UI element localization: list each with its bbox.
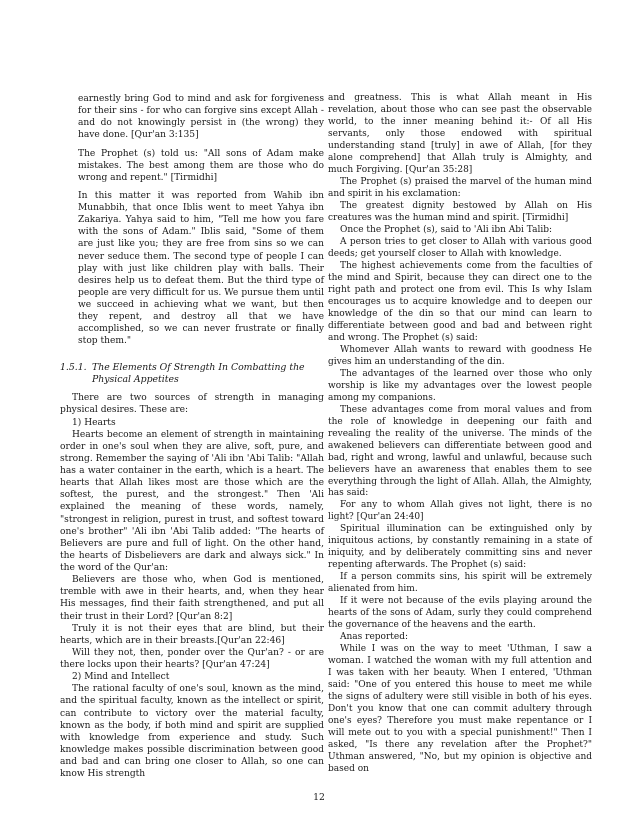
- paragraph: Truly it is not their eyes that are blind, but their hearts, which are in their breasts.[Qur'an 22:46]: [60, 623, 324, 646]
- right-column: [328, 93, 592, 776]
- paragraph: Once the Prophet (s), said to 'Ali ibn Abi Talib:: [340, 224, 552, 235]
- paragraph: These advantages come from moral values and from the role of knowledge in deepening our faith and revealing the reality of the universe. The minds of the awakened believers can differentiate between good and bad, right and wrong, lawful and unlawful, because such believers have an awareness that enables them to see everything through the light of Allah. Allah, the Almighty, has said:: [328, 404, 592, 499]
- paragraph: 2) Mind and Intellect: [72, 672, 170, 683]
- paragraph: Believers are those who, when God is mentioned, tremble with awe in their hearts, and, when they hear His messages, find their faith strengthened, and put all their trust in their Lord? [Qur'an 8:2]: [60, 575, 324, 622]
- page-number: 12: [313, 792, 325, 803]
- paragraph: For any to whom Allah gives not light, there is no light? [Qur'an 24:40]: [328, 500, 592, 523]
- section-heading: [60, 362, 324, 387]
- paragraph: A person tries to get closer to Allah with various good deeds; get yourself closer to Allah with knowledge.: [328, 236, 592, 259]
- paragraph: 1) Hearts: [72, 417, 116, 428]
- paragraph: The rational faculty of one's soul, known as the mind, and the spiritual faculty, known as the intellect or spirit, can contribute to victory over the material faculty, known as the body, if both mind and spirit are supplied with knowledge from experience and study. Such knowledge makes possible discrimination between good and bad and can bring one closer to Allah, so one can know His strength: [60, 684, 324, 780]
- paragraph: Whomever Allah wants to reward with goodness He gives him an understanding of the din.: [328, 344, 592, 367]
- paragraph: Will they not, then, ponder over the Qur'an? - or are there locks upon their hearts? [Qur'an 47:24]: [60, 647, 324, 670]
- paragraph: There are two sources of strength in managing physical desires. These are:: [60, 393, 324, 416]
- paragraph: Spiritual illumination can be extinguished only by iniquitous actions, by constantly remaining in a state of iniquity, and by deliberately committing sins and never repenting afterwards. The Prophet (s) said:: [328, 524, 592, 571]
- paragraph: Hearts become an element of strength in maintaining order in one's soul when they are alive, soft, pure, and strong. Remember the saying of 'Ali ibn 'Abi Talib: "Allah has a water container in the earth, which is a heart. The hearts that Allah likes most are those which are the softest, the purest, and the strongest." Then 'Ali explained the meaning of these words, namely, "strongest in religion, purest in trust, and softest toward one's brother" 'Ali ibn 'Abi Talib added: "The hearts of Believers are pure and full of light. On the other hand, the hearts of Disbelievers are dark and always sick." In the word of the Qur'an:: [60, 429, 324, 573]
- left-column: [60, 93, 324, 780]
- section-number: 1.5.1.: [60, 361, 87, 373]
- paragraph: The advantages of the learned over those who only worship is like my advantages over the lowest people among my companions.: [328, 368, 592, 403]
- paragraph: While I was on the way to meet 'Uthman, I saw a woman. I watched the woman with my full attention and I was taken with her beauty. When I entered, 'Uthman said: "One of you entered this house to meet me while the signs of adultery were still visible in both of his eyes. Don't you know that one can commit adultery through one's eyes? Therefore you must make repentance or I will mete out to you with a special punishment!" Then I asked, "Is there any revelation after the Prophet?" Uthman answered, "No, but my opinion is objective and based on: [328, 644, 592, 775]
- paragraph: The Prophet (s) praised the marvel of the human mind and spirit in his exclamation:: [328, 176, 592, 199]
- section-title: The Elements Of Strength In Combatting the Physical Appetites: [92, 361, 305, 385]
- block-quote: [78, 93, 324, 348]
- quote-paragraph: earnestly bring God to mind and ask for forgiveness for their sins - for who can forgive sins except Allah - and do not knowingly persist in (the wrong) they have done. [Qur'an 3:135]: [78, 94, 324, 141]
- paragraph: If a person commits sins, his spirit will be extremely alienated from him.: [328, 572, 592, 595]
- paragraph: If it were not because of the evils playing around the hearts of the sons of Adam, surly they could comprehend the governance of the heavens and the earth.: [328, 596, 592, 631]
- paragraph: Anas reported:: [340, 632, 408, 643]
- quote-paragraph: In this matter it was reported from Wahib ibn Munabbih, that once Iblis went to meet Yahya ibn Zakariya. Yahya said to him, "Tell me how you fare with the sons of Adam." Iblis said, "Some of them are just like you; they are free from sins so we can never seduce them. The second type of people I can play with just like children play with balls. Their desires help us to defeat them. But the third type of people are very difficult for us. We pursue them until we succeed in achieving what we want, but then they repent, and destroy all that we have accomplished, so we can never frustrate or finally stop them.": [78, 190, 324, 347]
- paragraph: The greatest dignity bestowed by Allah on His creatures was the human mind and spirit. [Tirmidhi]: [328, 200, 592, 223]
- paragraph: and greatness. This is what Allah meant in His revelation, about those who can see past the observable world, to the inner meaning behind it:- Of all His servants, only those endowed with spiritual understanding stand [truly] in awe of Allah, [for they alone comprehend] that Allah truly is Almighty, and much Forgiving. [Qur'an 35:28]: [328, 93, 592, 175]
- paragraph: The highest achievements come from the faculties of the mind and Spirit, because they can direct one to the right path and protect one from evil. This Is why Islam encourages us to acquire knowledge and to deepen our knowledge of the din so that our mind can learn to differentiate between good and bad and between right and wrong. The Prophet (s) said:: [328, 260, 592, 343]
- quote-paragraph: The Prophet (s) told us: "All sons of Adam make mistakes. The best among them are those who do wrong and repent." [Tirmidhi]: [78, 148, 324, 183]
